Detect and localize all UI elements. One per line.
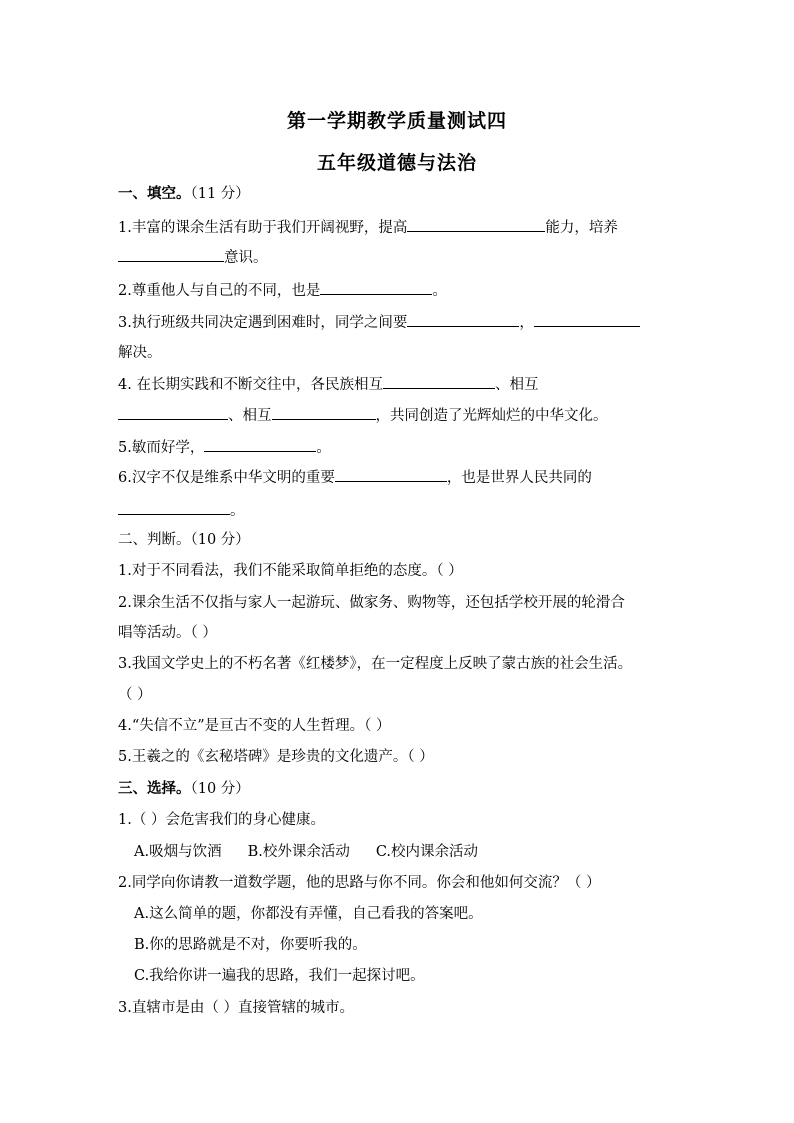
answer-blank[interactable] — [118, 246, 224, 262]
section-score: （10 分） — [190, 532, 250, 548]
question-1-4 — [118, 373, 538, 395]
option-b[interactable]: B.校外课余活动 — [247, 844, 350, 860]
option-a[interactable]: A.这么简单的题，你都没有弄懂，自己看我的答案吧。 — [134, 906, 483, 922]
question-2-2-cont: 唱等活动。（ ） — [118, 625, 217, 641]
question-text: 3.执行班级共同决定遇到困难时，同学之间要 — [118, 315, 408, 331]
question-2-1: 1.对于不同看法，我们不能采取简单拒绝的态度。（ ） — [118, 563, 463, 579]
question-3-1-options — [134, 842, 478, 862]
option-a[interactable]: A.吸烟与饮酒 — [134, 844, 222, 860]
question-3-3: 3.直辖市是由（ ）直接管辖的城市。 — [118, 1000, 354, 1016]
section-title: 三、选择。 — [118, 780, 191, 797]
question-1-2 — [118, 279, 447, 301]
answer-blank[interactable] — [204, 436, 316, 452]
question-text: ，共同创造了光辉灿烂的中华文化。 — [375, 408, 608, 424]
question-1-6 — [118, 466, 592, 488]
section-title: 一、填空。 — [118, 185, 191, 202]
section-score: （11 分） — [190, 186, 250, 202]
section-fill-blank-heading — [118, 184, 250, 204]
question-1-3 — [118, 311, 640, 333]
question-2-3-cont: （ ） — [118, 687, 152, 703]
question-text: ， — [519, 315, 534, 331]
question-text: 1.丰富的课余生活有助于我们开阔视野，提高 — [118, 220, 408, 236]
answer-blank[interactable] — [118, 499, 230, 515]
question-text: 意识。 — [224, 250, 268, 266]
question-1-3-cont — [118, 343, 162, 363]
question-text: 解决。 — [118, 345, 162, 361]
question-text: 2.尊重他人与自己的不同，也是 — [118, 283, 321, 299]
question-1-1-cont — [118, 246, 268, 268]
question-1-6-cont — [118, 499, 245, 521]
question-text: 能力，培养 — [545, 220, 618, 236]
exam-title: 第一学期教学质量测试四 — [286, 110, 507, 132]
section-title: 二、判断。 — [118, 532, 191, 548]
question-text: 4. 在长期实践和不断交往中，各民族相互 — [118, 377, 383, 393]
question-text: 、相互 — [228, 408, 272, 424]
answer-blank[interactable] — [118, 404, 228, 420]
question-2-5: 5.王羲之的《玄秘塔碑》是珍贵的文化遗产。（ ） — [118, 749, 434, 765]
answer-blank[interactable] — [335, 466, 447, 482]
question-text: 。 — [230, 503, 245, 519]
question-text: 。 — [316, 440, 331, 456]
section-choice-heading — [118, 779, 250, 799]
answer-blank[interactable] — [383, 373, 495, 389]
option-b[interactable]: B.你的思路就是不对，你要听我的。 — [134, 937, 367, 953]
option-c[interactable]: C.我给你讲一遍我的思路，我们一起探讨吧。 — [134, 968, 425, 984]
question-text: ，也是世界人民共同的 — [446, 470, 592, 486]
answer-blank[interactable] — [407, 216, 545, 232]
question-1-1 — [118, 216, 618, 238]
question-2-2: 2.课余生活不仅指与家人一起游玩、做家务、购物等，还包括学校开展的轮滑合 — [118, 595, 625, 611]
question-1-4-cont — [118, 404, 608, 426]
question-2-4: 4.“失信不立”是亘古不变的人生哲理。（ ） — [118, 718, 391, 734]
question-2-3: 3.我国文学史上的不朽名著《红楼梦》，在一定程度上反映了蒙古族的社会生活。 — [118, 656, 633, 672]
question-text: 、相互 — [494, 377, 539, 393]
question-text: 6.汉字不仅是维系中华文明的重要 — [118, 470, 335, 486]
question-3-1: 1.（ ）会危害我们的身心健康。 — [118, 812, 325, 828]
section-true-false-heading — [118, 530, 250, 550]
answer-blank[interactable] — [534, 311, 640, 327]
exam-subtitle: 五年级道德与法治 — [316, 152, 477, 174]
question-text: 5.敏而好学， — [118, 440, 205, 456]
question-3-2: 2.同学向你请教一道数学题，他的思路与你不同。你会和他如何交流？（ ） — [118, 875, 601, 891]
answer-blank[interactable] — [272, 404, 376, 420]
question-text: 。 — [432, 283, 447, 299]
option-c[interactable]: C.校内课余活动 — [375, 844, 479, 860]
answer-blank[interactable] — [320, 279, 432, 295]
answer-blank[interactable] — [407, 311, 519, 327]
section-score: （10 分） — [190, 781, 250, 797]
question-1-5 — [118, 436, 331, 458]
